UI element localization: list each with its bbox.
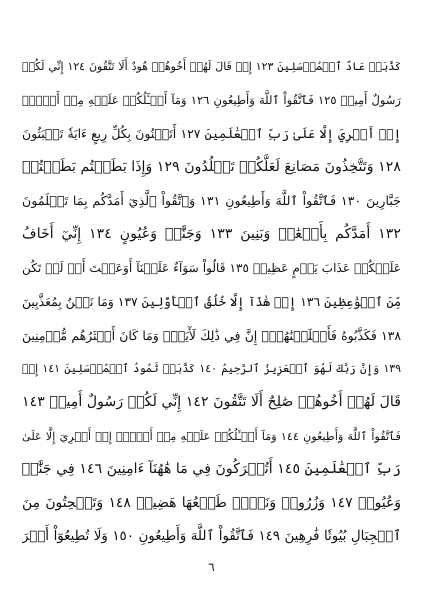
verse-line: ١٣٢ أَمَدَّكُم بِأَنۡعَٰمٖ وَبَنِينَ ١٣٣ وَجَنَّٰتٖ وَعُيُونٍ ١٣٤ إِنِّيٓ أَخَافُ (22, 225, 401, 242)
page-number: ٦ (208, 560, 215, 574)
verse-line: ١٢٨ وَتَتَّخِذُونَ مَصَانِعَ لَعَلَّكُمۡ تَخۡلُدُونَ ١٢٩ وَإِذَا بَطَشۡتُم بَطَشۡتُمۡ (22, 158, 401, 175)
verse-line: ٱلۡجِبَالِ بُيُوتٗا فَٰرِهِينَ ١٤٩ فَٱتَّقُواْ ٱللَّهَ وَأَطِيعُونِ ١٥٠ وَلَا تُطِيعُوٓاْ أَمۡرَ (22, 529, 401, 545)
verse-line: كَذَّبَتۡ عَادٌ ٱلۡمُرۡسَلِينَ ١٢٣ إِذۡ قَالَ لَهُمۡ أَخُوهُمۡ هُودٌ أَلَا تَتَّقُونَ ١٢٤ إِنِّي لَكُمۡ (22, 60, 401, 73)
verse-line: مِّنَ ٱلۡوَٰعِظِينَ ١٣٦ إِنۡ هَٰذَآ إِلَّا خُلُقُ ٱلۡأَوَّلِينَ ١٣٧ وَمَا نَحۡنُ بِمُعَذَّبِينَ (22, 294, 401, 310)
verse-line: إِنۡ أَجۡرِيَ إِلَّا عَلَىٰ رَبِّ ٱلۡعَٰلَمِينَ ١٢٧ أَتَبۡنُونَ بِكُلِّ رِيعٍ ءَايَةٗ تَعۡبَثُونَ (22, 126, 401, 142)
verse-line: عَلَيۡكُمۡ عَذَابَ يَوۡمٍ عَظِيمٖ ١٣٥ قَالُواْ سَوَآءٌ عَلَيۡنَآ أَوَعَظۡتَ أَمۡ لَمۡ تَكُن (22, 260, 401, 275)
verse-line: جَبَّارِينَ ١٣٠ فَٱتَّقُواْ ٱللَّهَ وَأَطِيعُونِ ١٣١ وَٱتَّقُواْ ٱلَّذِيٓ أَمَدَّكُم بِمَا تَعۡلَمُونَ (22, 193, 401, 209)
verse-line: قَالَ لَهُمۡ أَخُوهُمۡ صَٰلِحٌ أَلَا تَتَّقُونَ ١٤٢ إِنِّي لَكُمۡ رَسُولٌ أَمِينٞ ١٤٣ (22, 393, 401, 410)
verse-line: رَبِّ ٱلۡعَٰلَمِينَ ١٤٥ أَتُتۡرَكُونَ فِي مَا هَٰهُنَآ ءَامِنِينَ ١٤٦ فِي جَنَّٰتٖ (22, 461, 401, 478)
verse-line: وَعُيُونٖ ١٤٧ وَزُرُوعٖ وَنَخۡلٖ طَلۡعُهَا هَضِيمٞ ١٤٨ وَتَنۡحِتُونَ مِنَ (22, 494, 401, 511)
verse-line: فَٱتَّقُواْ ٱللَّهَ وَأَطِيعُونِ ١٤٤ وَمَآ أَسۡـَٔلُكُمۡ عَلَيۡهِ مِنۡ أَجۡرٍۖ إِنۡ أَجۡرِيَ إِلَّا عَلَىٰ (22, 429, 401, 443)
verse-text-block (22, 50, 401, 554)
verse-line: ١٣٩ وَإِنَّ رَبَّكَ لَهُوَ ٱلۡعَزِيزُ ٱلرَّحِيمُ ١٤٠ كَذَّبَتۡ ثَمُودُ ٱلۡمُرۡسَلِينَ ١٤١ إِذۡ (22, 362, 401, 376)
verse-line: رَسُولٌ أَمِينٞ ١٢٥ فَٱتَّقُواْ ٱللَّهَ وَأَطِيعُونِ ١٢٦ وَمَآ أَسۡـَٔلُكُمۡ عَلَيۡهِ مِنۡ أَجۡرٍۖ (22, 92, 401, 107)
verse-line: ١٣٨ فَكَذَّبُوهُ فَأَهۡلَكۡنَٰهُمۡۚ إِنَّ فِي ذَٰلِكَ لَأٓيَةٗۖ وَمَا كَانَ أَكۡثَرُهُم مُّؤۡمِنِينَ (22, 327, 401, 343)
